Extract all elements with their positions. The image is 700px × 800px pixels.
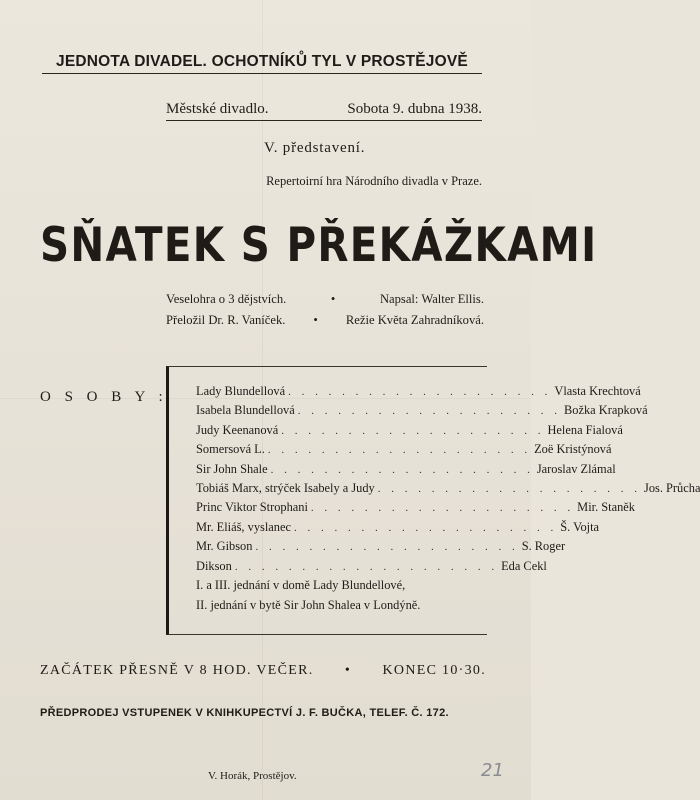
cast-row [196,442,612,461]
director-text: Režie Květa Zahradníková. [345,313,484,327]
venue-date-line [166,101,482,121]
cast-role: Mr. Gibson [196,539,253,554]
repertoire-note: Repertoirní hra Národního divadla v Praze. [266,174,482,188]
cast-row [196,519,600,539]
cast-row [196,422,623,442]
play-title: SŇATEK S PŘEKÁŽKAMI [40,218,598,273]
leader-dots: . . . . . . . . . . . . . . . . . . . . [288,386,552,398]
cast-row [196,461,616,481]
presale-info: PŘEDPRODEJ VSTUPENEK V KNIHKUPECTVÍ J. F. BUČKA, TELEF. Č. 172. [40,707,449,719]
leader-dots: . . . . . . . . . . . . . . . . . . . . [255,541,519,554]
translator-text: Přeložil Dr. R. Vaníček. [166,313,286,327]
cast-row [196,500,635,519]
genre-text: Veselohra o 3 dějstvích. [166,292,287,306]
subtitle-line-1 [166,292,484,307]
cast-actor: Zoë Kristýnová [534,442,612,457]
cast-role: Tobiáš Marx, strýček Isabely a Judy [196,480,375,495]
leader-dots: . . . . . . . . . . . . . . . . . . . . [234,560,499,573]
cast-row [196,539,566,558]
handwritten-note: 21 [481,760,504,781]
leader-dots: . . . . . . . . . . . . . . . . . . . . [281,424,545,437]
leader-dots: . . . . . . . . . . . . . . . . . . . . [267,444,532,457]
scene-note-1: I. a III. jednání v domě Lady Blundellové, [196,578,406,592]
leader-dots: . . . . . . . . . . . . . . . . . . . . [297,405,561,418]
cast-role: Somersová L. [196,442,265,457]
leader-dots: . . . . . . . . . . . . . . . . . . . . [293,521,558,534]
performance-number: V. představení. [264,140,366,156]
leader-dots: . . . . . . . . . . . . . . . . . . . . [310,502,575,515]
cast-role: Sir John Shale [196,461,268,476]
subtitle-line-2 [166,313,484,328]
cast-actor: Vlasta Krechtová [554,384,641,398]
author-text: Napsal: Walter Ellis. [379,292,484,306]
cast-role: Judy Keenanová [196,422,279,437]
cast-row [196,384,641,403]
cast-role: Mr. Eliáš, vyslanec [196,519,291,534]
cast-role: Lady Blundellová [196,384,286,398]
end-time: KONEC 10·30. [382,663,486,678]
cast-actor: Helena Fialová [547,422,623,437]
cast-role: Princ Viktor Strophani [196,500,308,515]
cast-row [196,480,700,500]
cast-actor: S. Roger [521,539,566,554]
bullet-separator: • [330,292,336,306]
organization-header: JEDNOTA DIVADEL. OCHOTNÍKŮ TYL V PROSTĚJOVĚ [42,53,482,74]
leader-dots: . . . . . . . . . . . . . . . . . . . . [270,463,534,476]
cast-role: Isabela Blundellová [196,403,295,418]
cast-actor: Š. Vojta [560,519,600,534]
time-line [40,663,486,679]
performance-date: Sobota 9. dubna 1938. [347,101,482,117]
cast-actor: Božka Krapková [564,403,648,418]
venue-name: Městské divadlo. [166,101,269,117]
cast-row [196,403,648,422]
leader-dots: . . . . . . . . . . . . . . . . . . . . [377,482,641,495]
cast-actor: Eda Cekl [501,558,547,573]
cast-role: Dikson [196,558,232,573]
start-time: ZAČÁTEK PŘESNĚ V 8 HOD. VEČER. [40,663,314,678]
cast-list [196,384,700,578]
cast-actor: Jos. Průcha [644,480,700,495]
cast-heading: O S O B Y : [40,389,168,405]
printer-credit: V. Horák, Prostějov. [208,770,297,782]
cast-row [196,558,547,578]
bullet-separator: • [313,313,318,327]
scene-note-2: II. jednání v bytě Sir John Shalea v Londýně. [196,598,421,612]
cast-actor: Jaroslav Zlámal [536,461,616,476]
cast-actor: Mir. Staněk [577,500,635,515]
bullet-separator: • [344,663,352,678]
